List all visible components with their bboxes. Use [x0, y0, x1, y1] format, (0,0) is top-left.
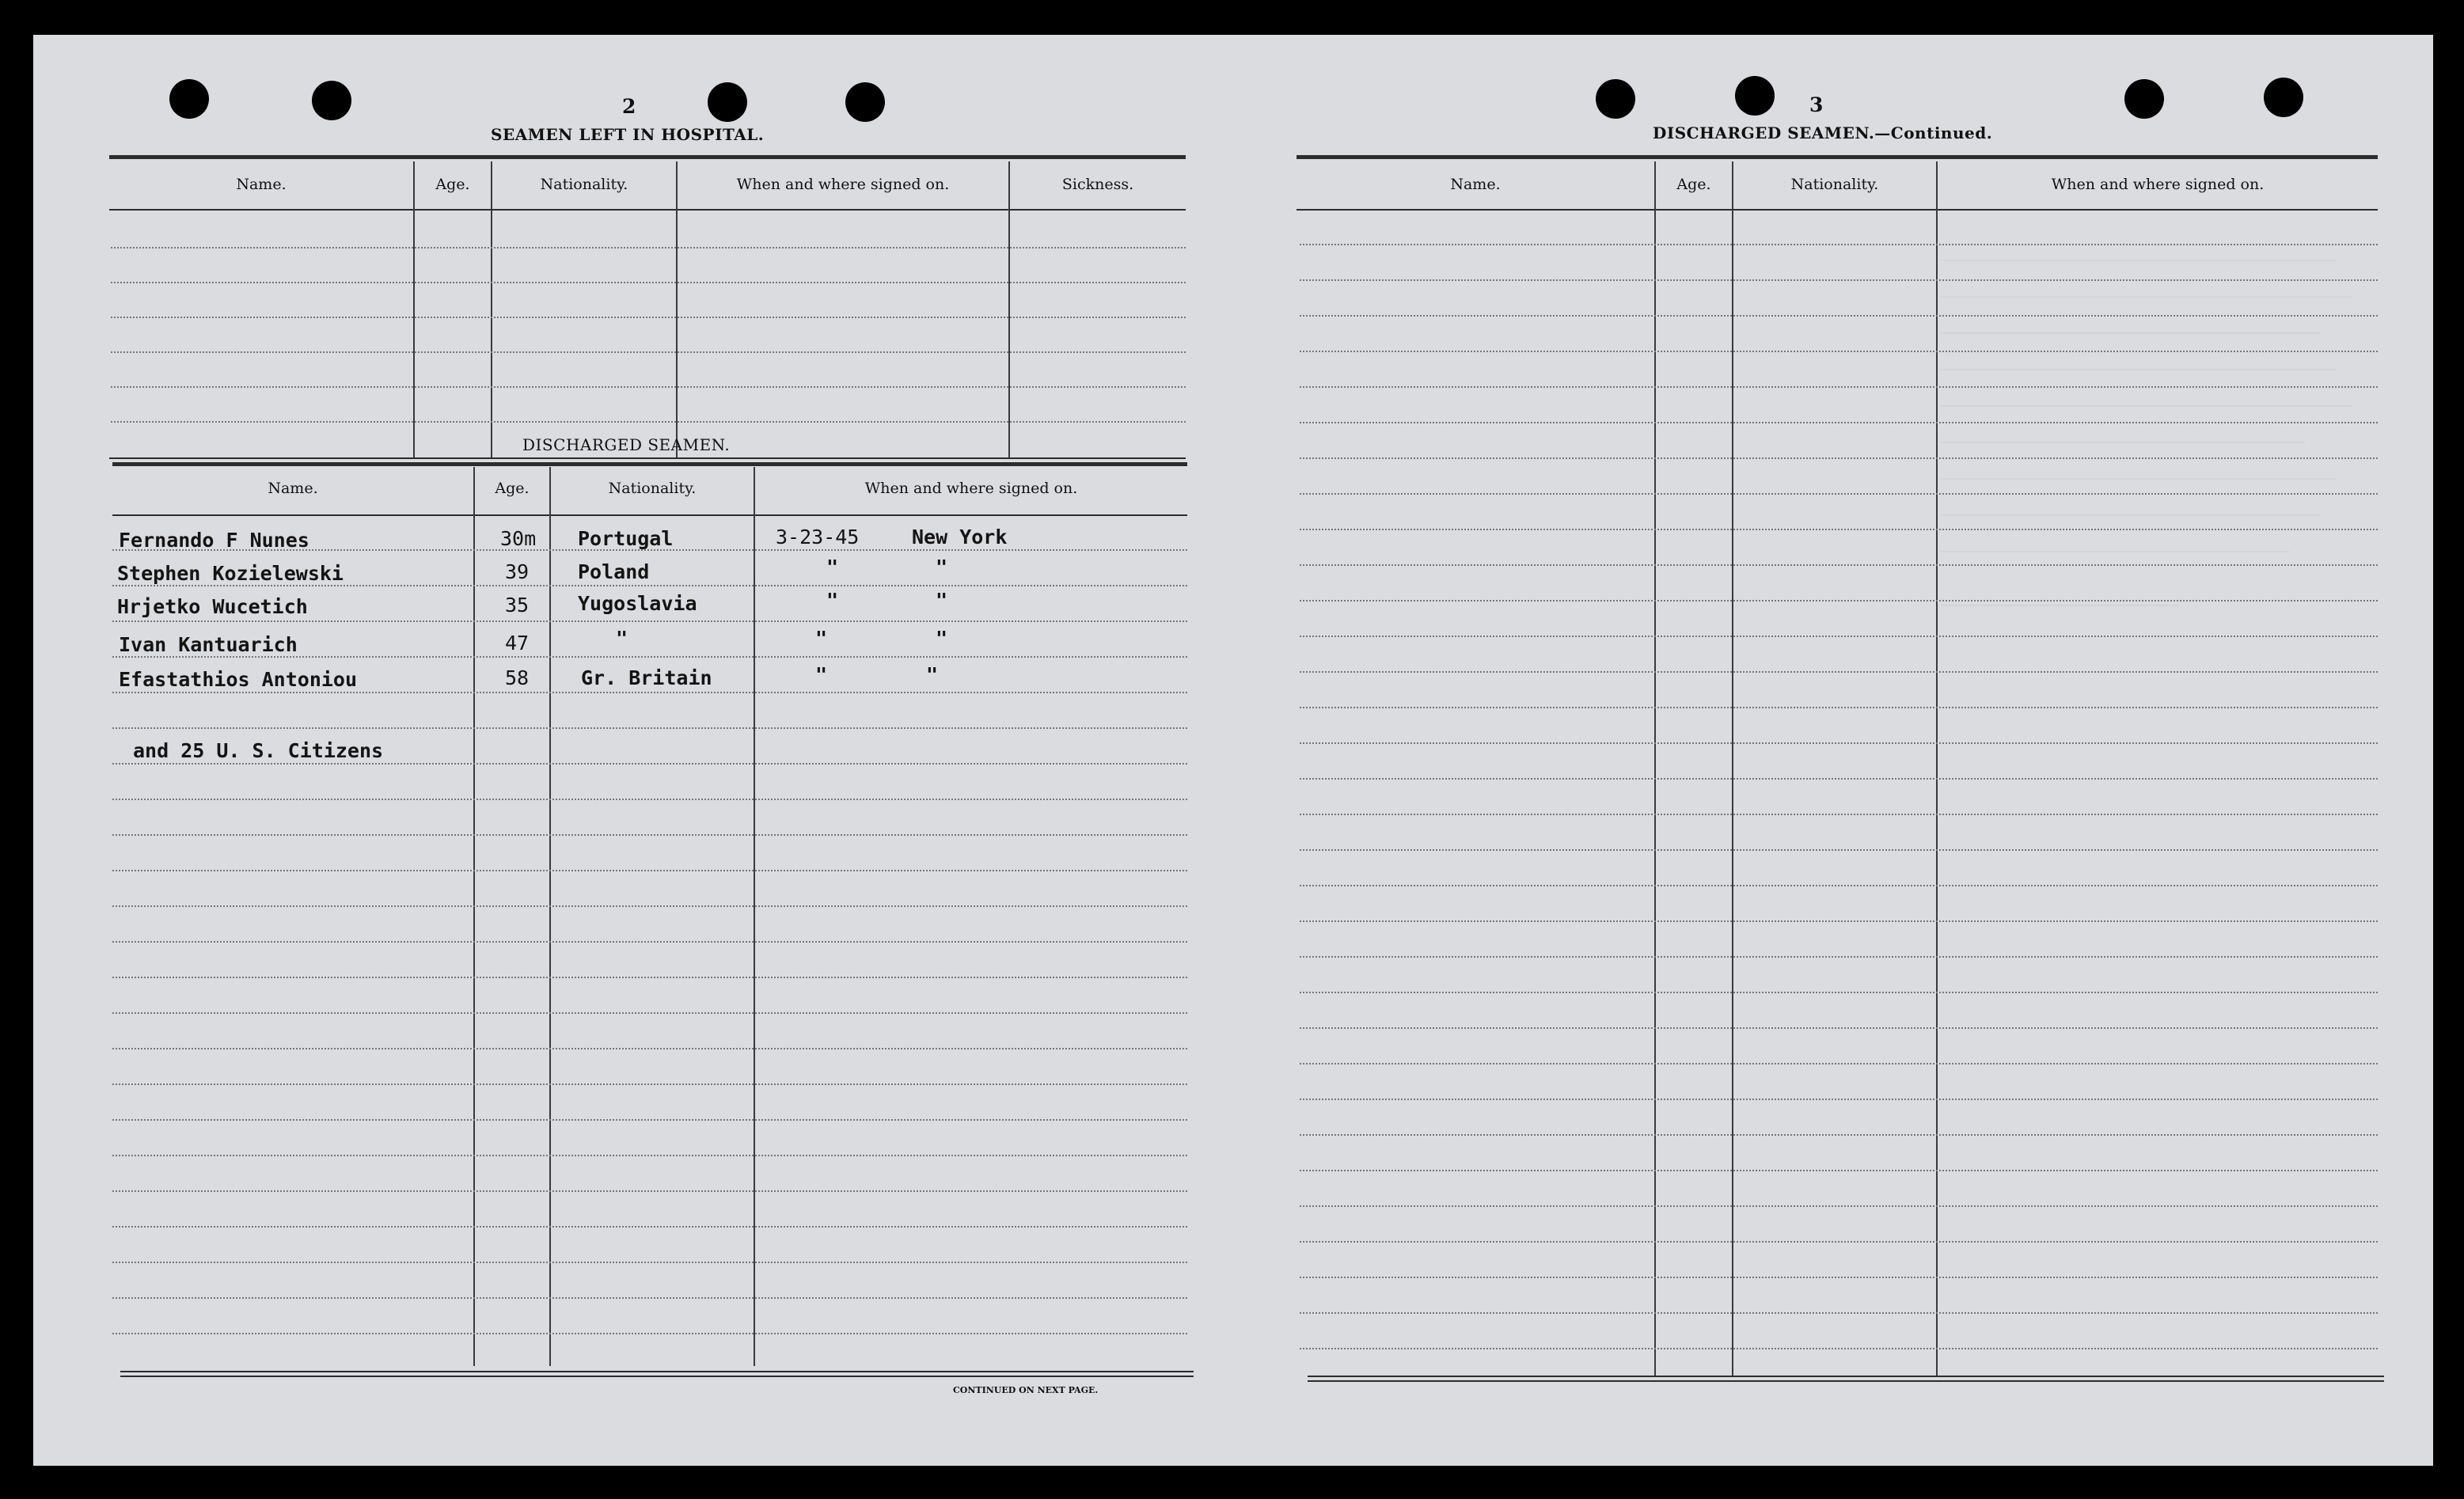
page-number-left: 2 — [622, 95, 636, 118]
dotted-rule — [112, 1190, 1187, 1192]
show-through-shadow — [1941, 225, 2368, 636]
dotted-rule — [1300, 1170, 2378, 1171]
right-col-signed-on: When and where signed on. — [2051, 176, 2265, 193]
column-divider — [676, 161, 678, 459]
seaman-name: Stephen Kozielewski — [117, 562, 344, 585]
dotted-rule — [1300, 885, 2378, 886]
seaman-age: 30m — [500, 527, 537, 550]
rule — [112, 462, 1187, 466]
rule — [1308, 1380, 2384, 1382]
dotted-rule — [111, 247, 1186, 249]
dotted-rule — [112, 585, 1187, 586]
column-divider — [1936, 161, 1938, 1376]
discharged-col-signed-on: When and where signed on. — [864, 480, 1078, 497]
document-sheet — [33, 35, 2433, 1466]
seaman-age: 39 — [505, 560, 530, 583]
right-col-nationality: Nationality. — [1790, 176, 1879, 193]
seaman-name: Fernando F Nunes — [119, 529, 309, 552]
dotted-rule — [112, 727, 1187, 729]
right-section-title: DISCHARGED SEAMEN.—Continued. — [1653, 123, 1993, 142]
dotted-rule — [1300, 849, 2378, 851]
punch-hole — [2264, 78, 2303, 117]
punch-hole — [2124, 79, 2164, 119]
dotted-rule — [1300, 1063, 2378, 1064]
punch-hole — [845, 82, 885, 122]
seaman-age: 47 — [505, 632, 530, 655]
column-divider — [1654, 161, 1656, 1376]
dotted-rule — [1300, 457, 2378, 459]
rule — [112, 514, 1187, 516]
discharged-col-name: Name. — [268, 480, 318, 497]
punch-hole — [169, 79, 209, 119]
dotted-rule — [112, 620, 1187, 622]
continued-footer: CONTINUED ON NEXT PAGE. — [953, 1385, 1099, 1395]
seaman-nationality: Portugal — [578, 527, 674, 550]
dotted-rule — [1300, 1205, 2378, 1207]
right-col-age: Age. — [1676, 176, 1711, 193]
punch-hole — [708, 82, 747, 122]
dotted-rule — [112, 1083, 1187, 1085]
dotted-rule — [1300, 351, 2378, 352]
hospital-col-name: Name. — [236, 176, 287, 193]
column-divider — [491, 161, 492, 459]
signed-on-place: New York — [912, 526, 1008, 548]
dotted-rule — [111, 386, 1186, 388]
signed-on-place: " — [936, 627, 948, 650]
seaman-name: Ivan Kantuarich — [119, 633, 298, 656]
dotted-rule — [1300, 1241, 2378, 1243]
dotted-rule — [1300, 493, 2378, 495]
dotted-rule — [112, 692, 1187, 693]
column-divider — [473, 467, 475, 1366]
signed-on-place: " — [926, 663, 939, 686]
hospital-col-signed-on: When and where signed on. — [736, 176, 950, 193]
dotted-rule — [112, 870, 1187, 871]
dotted-rule — [1300, 920, 2378, 922]
signed-on-place: " — [936, 589, 948, 612]
dotted-rule — [1300, 1134, 2378, 1136]
rule — [1297, 155, 2378, 159]
dotted-rule — [1300, 386, 2378, 388]
dotted-rule — [112, 1012, 1187, 1014]
punch-hole — [1735, 76, 1775, 116]
dotted-rule — [1300, 1027, 2378, 1029]
rule — [109, 457, 1186, 459]
dotted-rule — [1300, 707, 2378, 708]
seaman-nationality: Gr. Britain — [581, 666, 712, 689]
column-divider — [1732, 161, 1733, 1376]
dotted-rule — [1300, 422, 2378, 423]
seaman-nationality: Poland — [578, 560, 650, 583]
dotted-rule — [1300, 1348, 2378, 1349]
dotted-rule — [1300, 671, 2378, 673]
rule — [109, 209, 1186, 211]
dotted-rule — [111, 317, 1186, 318]
dotted-rule — [112, 941, 1187, 943]
dotted-rule — [1300, 742, 2378, 744]
punch-hole — [1596, 79, 1635, 119]
dotted-rule — [112, 1262, 1187, 1263]
dotted-rule — [1300, 636, 2378, 637]
signed-on-place: " — [936, 556, 948, 579]
dotted-rule — [1300, 992, 2378, 993]
dotted-rule — [1300, 778, 2378, 780]
dotted-rule — [1300, 564, 2378, 566]
hospital-col-sickness: Sickness. — [1061, 176, 1134, 193]
dotted-rule — [112, 834, 1187, 836]
signed-on-date: " — [826, 556, 839, 579]
signed-on-date: " — [826, 589, 839, 612]
column-divider — [1008, 161, 1010, 459]
hospital-col-nationality: Nationality. — [540, 176, 628, 193]
dotted-rule — [112, 1119, 1187, 1121]
column-divider — [754, 467, 755, 1366]
column-divider — [549, 467, 551, 1366]
dotted-rule — [1300, 814, 2378, 815]
dotted-rule — [112, 1333, 1187, 1334]
dotted-rule — [112, 763, 1187, 765]
seaman-name: Efastathios Antoniou — [119, 668, 358, 691]
dotted-rule — [112, 1048, 1187, 1049]
dotted-rule — [111, 351, 1186, 353]
dotted-rule — [1300, 529, 2378, 530]
signed-on-date: 3-23-45 — [776, 526, 860, 548]
hospital-col-age: Age. — [435, 176, 470, 193]
column-divider — [413, 161, 415, 459]
discharged-section-title: DISCHARGED SEAMEN. — [522, 435, 731, 454]
citizens-note: and 25 U. S. Citizens — [133, 739, 384, 762]
dotted-rule — [111, 421, 1186, 423]
punch-hole — [312, 81, 351, 120]
page-number-right: 3 — [1809, 93, 1824, 116]
dotted-rule — [1300, 279, 2378, 281]
signed-on-date: " — [815, 627, 828, 650]
seaman-nationality: Yugoslavia — [578, 592, 697, 615]
dotted-rule — [112, 905, 1187, 907]
dotted-rule — [112, 656, 1187, 658]
dotted-rule — [1300, 244, 2378, 245]
dotted-rule — [112, 1226, 1187, 1228]
rule — [120, 1376, 1194, 1377]
dotted-rule — [112, 977, 1187, 978]
right-col-name: Name. — [1450, 176, 1501, 193]
dotted-rule — [1300, 1312, 2378, 1314]
dotted-rule — [1300, 956, 2378, 958]
rule — [1308, 1376, 2384, 1377]
dotted-rule — [111, 282, 1186, 283]
seaman-age: 35 — [505, 594, 530, 617]
rule — [1297, 209, 2378, 211]
dotted-rule — [1300, 600, 2378, 601]
dotted-rule — [1300, 1099, 2378, 1100]
dotted-rule — [1300, 1277, 2378, 1278]
hospital-section-title: SEAMEN LEFT IN HOSPITAL. — [491, 125, 765, 144]
dotted-rule — [112, 1297, 1187, 1299]
signed-on-date: " — [815, 663, 828, 686]
dotted-rule — [112, 799, 1187, 800]
discharged-col-nationality: Nationality. — [608, 480, 697, 497]
dotted-rule — [112, 549, 1187, 551]
dotted-rule — [112, 1155, 1187, 1156]
rule — [120, 1371, 1194, 1372]
seaman-age: 58 — [505, 666, 530, 689]
dotted-rule — [1300, 315, 2378, 317]
rule — [109, 155, 1186, 159]
seaman-name: Hrjetko Wucetich — [117, 595, 308, 618]
seaman-nationality: " — [616, 627, 628, 650]
discharged-col-age: Age. — [495, 480, 530, 497]
